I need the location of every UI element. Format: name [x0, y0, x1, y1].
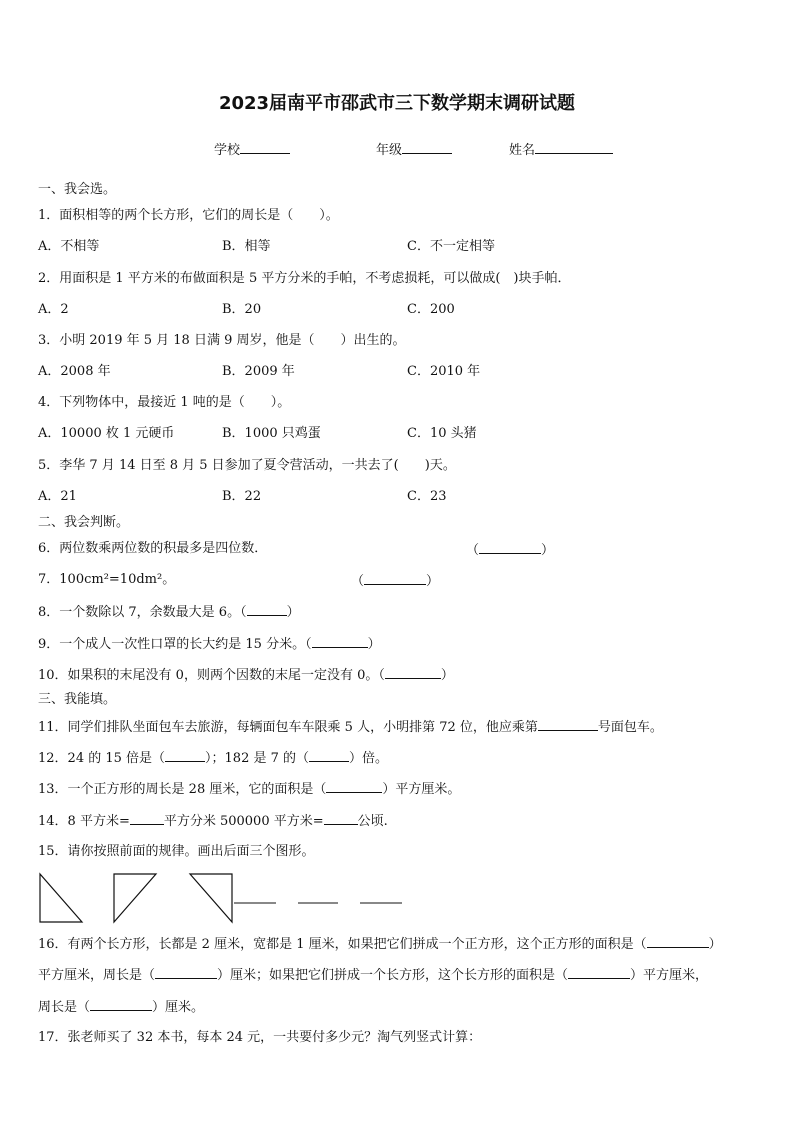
q2-option-c: C．200 — [407, 302, 455, 317]
question-text: ）厘米。 — [152, 1000, 205, 1015]
question-15: 15．请你按照前面的规律。画出后面三个图形。 — [38, 844, 315, 859]
section-heading: 三、我能填。 — [38, 692, 117, 707]
q4-option-a: A．10000 枚 1 元硬币 — [38, 426, 175, 441]
question-text: ）平方厘米， — [630, 968, 709, 983]
answer-blank — [155, 966, 217, 979]
question-12 — [38, 749, 388, 767]
paren-left: （ — [466, 543, 480, 558]
question-13 — [38, 780, 460, 798]
triangle-figure-2 — [114, 874, 156, 922]
school-label: 学校 — [214, 143, 241, 158]
q3-option-a: A．2008 年 — [38, 364, 111, 379]
q1-option-c: C．不一定相等 — [407, 239, 495, 254]
triangle-figure-1 — [40, 874, 82, 922]
name-label: 姓名 — [509, 143, 536, 158]
paren-left: （ — [351, 574, 365, 589]
answer-blank — [326, 780, 382, 793]
answer-blank — [165, 749, 205, 762]
answer-blank — [90, 998, 152, 1011]
q7-answer-paren — [351, 572, 439, 590]
question-5: 5．李华 7 月 14 日至 8 月 5 日参加了夏令营活动，一共去了( )天。 — [38, 458, 456, 473]
answer-blank — [538, 718, 598, 731]
question-text: 12．24 的 15 倍是（ — [38, 751, 166, 766]
answer-blank — [385, 666, 441, 679]
question-1: 1．面积相等的两个长方形，它们的周长是（ ）。 — [38, 208, 339, 223]
question-16-line-1 — [38, 935, 722, 953]
question-text: 16．有两个长方形，长都是 2 厘米，宽都是 1 厘米，如果把它们拼成一个正方形，这个正方形的面积是（ — [38, 937, 647, 952]
answer-blank — [364, 572, 426, 585]
question-text: 14．8 平方米= — [38, 814, 130, 829]
question-16-line-2 — [38, 966, 708, 984]
q3-option-b: B．2009 年 — [222, 364, 295, 379]
grade-blank — [402, 141, 452, 154]
question-text: 11．同学们排队坐面包车去旅游，每辆面包车车限乘 5 人，小明排第 72 位，他应乘第 — [38, 720, 538, 735]
question-text: ）；182 是 7 的（ — [205, 751, 310, 766]
grade-field — [376, 141, 452, 159]
q3-option-c: C．2010 年 — [407, 364, 481, 379]
answer-blank — [130, 812, 164, 825]
question-8 — [38, 603, 300, 621]
question-16-line-3 — [38, 998, 204, 1016]
question-text: 13．一个正方形的周长是 28 厘米，它的面积是（ — [38, 782, 327, 797]
question-6: 6．两位数乘两位数的积最多是四位数． — [38, 541, 268, 556]
q2-option-b: B．20 — [222, 302, 262, 317]
q1-option-b: B．相等 — [222, 239, 271, 254]
section-heading: 一、我会选。 — [38, 182, 117, 197]
school-field — [214, 141, 290, 159]
question-text: 8．一个数除以 7，余数最大是 6。（ — [38, 605, 247, 620]
question-17: 17．张老师买了 32 本书，每本 24 元，一共要付多少元？淘气列竖式计算： — [38, 1030, 482, 1045]
grade-label: 年级 — [376, 143, 403, 158]
question-text: ） — [708, 937, 722, 952]
q5-option-b: B．22 — [222, 489, 262, 504]
question-text: 平方厘米，周长是（ — [38, 968, 156, 983]
paren-right: ） — [440, 668, 454, 683]
question-2: 2．用面积是 1 平方米的布做面积是 5 平方分米的手帕，不考虑损耗，可以做成( )块手帕． — [38, 271, 571, 286]
answer-blank — [324, 812, 358, 825]
question-text: 号面包车。 — [597, 720, 663, 735]
question-3: 3．小明 2019 年 5 月 18 日满 9 周岁，他是（ ）出生的。 — [38, 333, 406, 348]
paren-right: ） — [541, 543, 555, 558]
q5-option-a: A．21 — [38, 489, 77, 504]
question-text: 周长是（ — [38, 1000, 91, 1015]
answer-blank — [312, 635, 368, 648]
question-text: 公顷. — [357, 814, 388, 829]
q2-option-a: A．2 — [38, 302, 69, 317]
question-text: 平方分米 500000 平方米= — [163, 814, 324, 829]
question-text: ）平方厘米。 — [382, 782, 461, 797]
answer-blank — [247, 603, 287, 616]
question-10 — [38, 666, 454, 684]
question-text: 9．一个成人一次性口罩的长大约是 15 分米。（ — [38, 637, 312, 652]
question-14 — [38, 812, 388, 830]
name-field — [509, 141, 613, 159]
question-4: 4．下列物体中，最接近 1 吨的是（ ）。 — [38, 395, 291, 410]
paren-right: ） — [426, 574, 440, 589]
triangle-figure-3 — [190, 874, 232, 922]
q4-option-b: B．1000 只鸡蛋 — [222, 426, 321, 441]
question-text: ）厘米；如果把它们拼成一个长方形，这个长方形的面积是（ — [217, 968, 569, 983]
question-text: 10．如果积的末尾没有 0，则两个因数的末尾一定没有 0。（ — [38, 668, 385, 683]
q5-option-c: C．23 — [407, 489, 447, 504]
answer-blank — [568, 966, 630, 979]
answer-blank — [479, 541, 541, 554]
question-7: 7．100cm²=10dm²。 — [38, 572, 176, 587]
question-text: ）倍。 — [349, 751, 389, 766]
section-heading: 二、我会判断。 — [38, 515, 130, 530]
name-blank — [535, 141, 613, 154]
pattern-figures — [36, 870, 416, 926]
q1-option-a: A．不相等 — [38, 239, 100, 254]
paren-right: ） — [367, 637, 381, 652]
answer-blank — [647, 935, 709, 948]
paren-right: ） — [286, 605, 300, 620]
q6-answer-paren — [466, 541, 554, 559]
school-blank — [240, 141, 290, 154]
q4-option-c: C．10 头猪 — [407, 426, 477, 441]
page-title: 2023届南平市邵武市三下数学期末调研试题 — [218, 93, 576, 114]
question-9 — [38, 635, 381, 653]
question-11 — [38, 718, 663, 736]
answer-blank — [309, 749, 349, 762]
